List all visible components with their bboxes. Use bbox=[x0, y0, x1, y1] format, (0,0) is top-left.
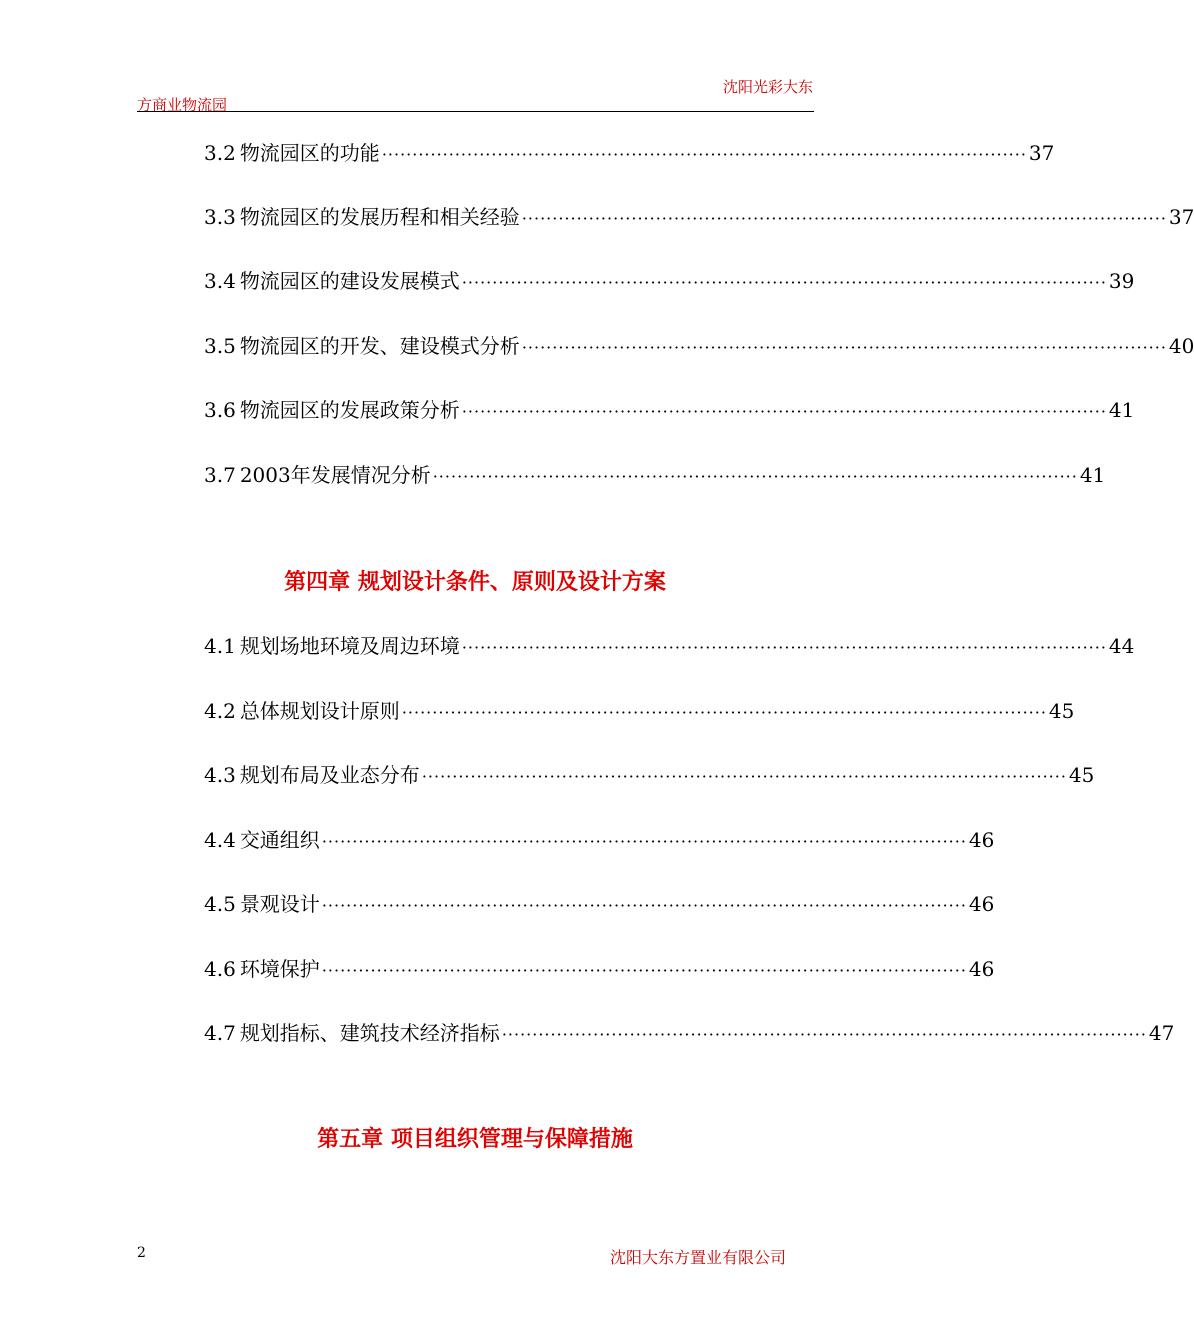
toc-page-number: 37 bbox=[1168, 205, 1194, 229]
toc-title: 物流园区的建设发展模式 bbox=[239, 269, 460, 293]
toc-title: 规划指标、建筑技术经济指标 bbox=[239, 1021, 500, 1045]
toc-page-number: 37 bbox=[1028, 141, 1055, 165]
toc-title: 物流园区的发展政策分析 bbox=[239, 398, 460, 422]
toc-title: 物流园区的开发、建设模式分析 bbox=[239, 334, 520, 358]
dot-leader: ·········································································································· bbox=[461, 638, 1107, 657]
toc-title: 物流园区的功能 bbox=[239, 141, 380, 165]
dot-leader: ·········································································································· bbox=[401, 703, 1047, 722]
toc-entry-4-3[interactable] bbox=[204, 759, 1095, 787]
toc-page-number: 47 bbox=[1148, 1021, 1175, 1045]
toc-entry-4-1[interactable] bbox=[204, 630, 1135, 658]
toc-number: 4.2 bbox=[204, 699, 236, 723]
toc-number: 4.3 bbox=[204, 763, 236, 787]
toc-title: 2003年发展情况分析 bbox=[239, 463, 431, 487]
dot-leader: ·········································································································· bbox=[432, 467, 1078, 486]
toc-number: 3.5 bbox=[204, 334, 236, 358]
toc-number: 3.3 bbox=[204, 205, 236, 229]
toc-entry-3-2[interactable] bbox=[204, 137, 1055, 165]
dot-leader: ·········································································································· bbox=[381, 145, 1027, 164]
toc-number: 3.7 bbox=[204, 463, 236, 487]
toc-page-number: 41 bbox=[1108, 398, 1135, 422]
toc-title: 规划布局及业态分布 bbox=[239, 763, 420, 787]
footer-company-name: 沈阳大东方置业有限公司 bbox=[609, 1248, 786, 1267]
toc-title: 交通组织 bbox=[239, 828, 320, 852]
dot-leader: ·········································································································· bbox=[501, 1025, 1147, 1044]
dot-leader: ·········································································································· bbox=[321, 961, 967, 980]
footer-page-number: 2 bbox=[137, 1245, 146, 1261]
toc-number: 3.6 bbox=[204, 398, 236, 422]
toc-entry-3-5[interactable] bbox=[204, 330, 1194, 358]
toc-page-number: 40 bbox=[1168, 334, 1194, 358]
toc-number: 4.7 bbox=[204, 1021, 236, 1045]
toc-page-number: 41 bbox=[1079, 463, 1106, 487]
toc-number: 3.2 bbox=[204, 141, 236, 165]
toc-page-number: 46 bbox=[968, 957, 995, 981]
header-left-text: 方商业物流园 bbox=[137, 96, 228, 114]
toc-page-number: 45 bbox=[1048, 699, 1075, 723]
dot-leader: ·········································································································· bbox=[521, 338, 1167, 357]
toc-entry-3-7[interactable] bbox=[204, 459, 1106, 487]
dot-leader: ·········································································································· bbox=[461, 273, 1107, 292]
toc-entry-4-6[interactable] bbox=[204, 953, 995, 981]
toc-title: 物流园区的发展历程和相关经验 bbox=[239, 205, 520, 229]
toc-page-number: 46 bbox=[968, 828, 995, 852]
toc-title: 总体规划设计原则 bbox=[239, 699, 400, 723]
dot-leader: ·········································································································· bbox=[461, 402, 1107, 421]
toc-number: 4.4 bbox=[204, 828, 236, 852]
toc-page-number: 44 bbox=[1108, 634, 1135, 658]
header-divider bbox=[137, 111, 814, 112]
dot-leader: ·········································································································· bbox=[321, 832, 967, 851]
toc-page-number: 45 bbox=[1068, 763, 1095, 787]
toc-entry-4-4[interactable] bbox=[204, 824, 995, 852]
toc-entry-4-5[interactable] bbox=[204, 888, 995, 916]
dot-leader: ·········································································································· bbox=[321, 896, 967, 915]
dot-leader: ·········································································································· bbox=[521, 209, 1167, 228]
chapter-5-heading[interactable]: 第五章 项目组织管理与保障措施 bbox=[317, 1127, 633, 1152]
toc-title: 环境保护 bbox=[239, 957, 320, 981]
toc-number: 4.5 bbox=[204, 892, 236, 916]
toc-entry-3-4[interactable] bbox=[204, 265, 1135, 293]
chapter-4-heading[interactable]: 第四章 规划设计条件、原则及设计方案 bbox=[284, 570, 666, 595]
toc-number: 4.6 bbox=[204, 957, 236, 981]
toc-title: 规划场地环境及周边环境 bbox=[239, 634, 460, 658]
toc-number: 4.1 bbox=[204, 634, 236, 658]
toc-entry-4-7[interactable] bbox=[204, 1017, 1175, 1045]
toc-page-number: 46 bbox=[968, 892, 995, 916]
toc-page-number: 39 bbox=[1108, 269, 1135, 293]
toc-entry-4-2[interactable] bbox=[204, 695, 1075, 723]
toc-entry-3-3[interactable] bbox=[204, 201, 1194, 229]
dot-leader: ·········································································································· bbox=[421, 767, 1067, 786]
toc-entry-3-6[interactable] bbox=[204, 394, 1135, 422]
header-right-text: 沈阳光彩大东 bbox=[722, 78, 813, 96]
toc-number: 3.4 bbox=[204, 269, 236, 293]
toc-title: 景观设计 bbox=[239, 892, 320, 916]
